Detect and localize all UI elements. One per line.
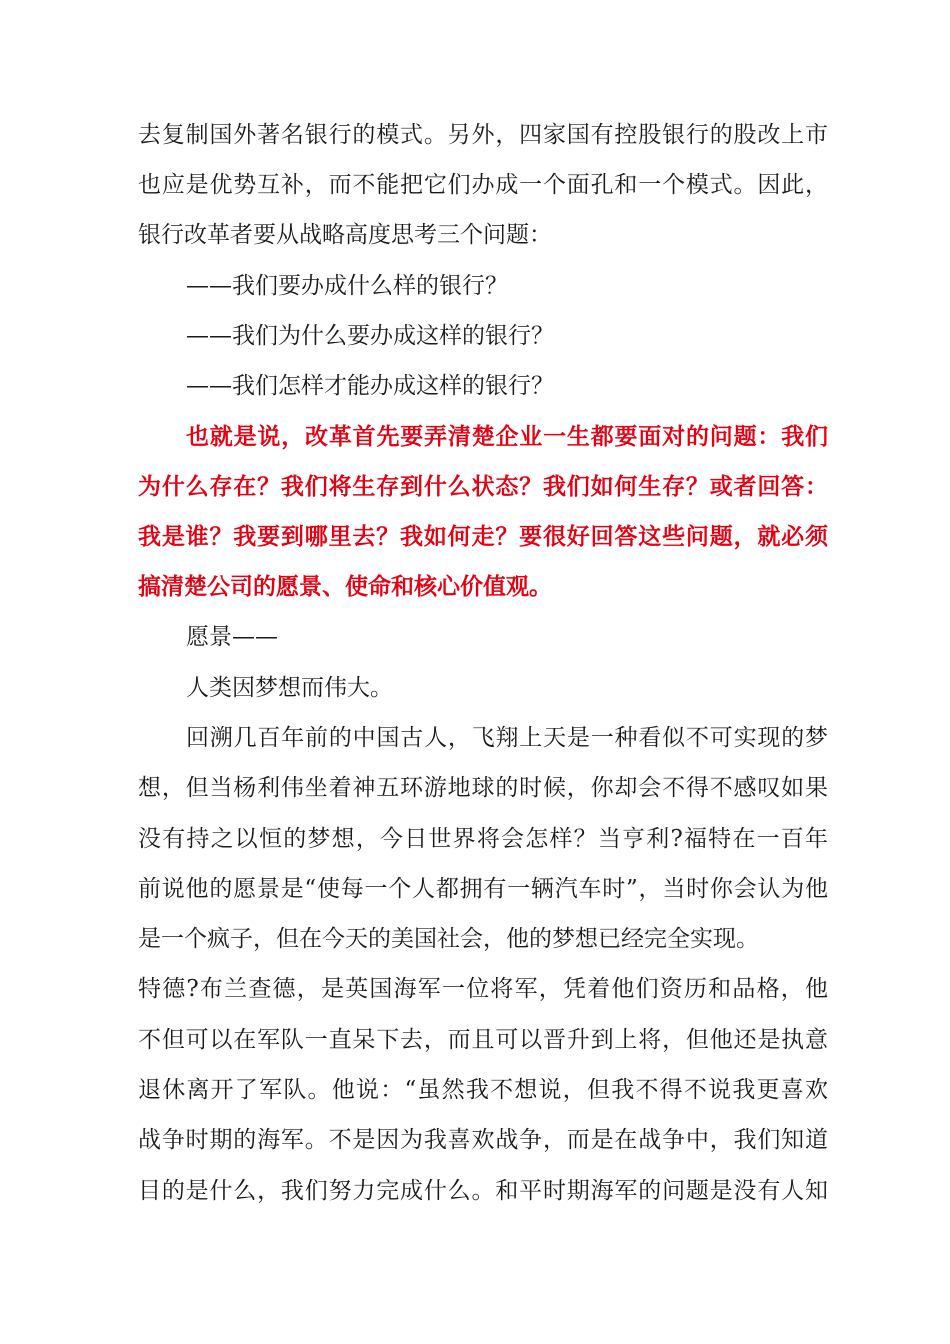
paragraph-line: 也应是优势互补，而不能把它们办成一个面孔和一个模式。因此， bbox=[138, 172, 828, 198]
paragraph-line: 特德?布兰查德，是英国海军一位将军，凭着他们资历和品格，他 bbox=[138, 976, 828, 1002]
question-line: ——我们为什么要办成这样的银行？ bbox=[186, 323, 554, 349]
paragraph-line: 战争时期的海军。不是因为我喜欢战争，而是在战争中，我们知道 bbox=[138, 1127, 828, 1153]
highlighted-line: 我是谁？我要到哪里去？我如何走？要很好回答这些问题，就必须 bbox=[138, 523, 828, 550]
paragraph-line: 回溯几百年前的中国古人，飞翔上天是一种看似不可实现的梦 bbox=[186, 725, 828, 751]
paragraph-line: 退休离开了军队。他说：“虽然我不想说，但我不得不说我更喜欢 bbox=[138, 1077, 828, 1103]
paragraph-line: 目的是什么，我们努力完成什么。和平时期海军的问题是没有人知 bbox=[138, 1178, 828, 1204]
paragraph-line: 没有持之以恒的梦想，今日世界将会怎样？当亨利?福特在一百年 bbox=[138, 826, 828, 852]
paragraph-line: 前说他的愿景是“使每一个人都拥有一辆汽车时”，当时你会认为他 bbox=[138, 876, 828, 902]
paragraph-line: 是一个疯子，但在今天的美国社会，他的梦想已经完全实现。 bbox=[138, 926, 759, 952]
paragraph-line: 银行改革者要从战略高度思考三个问题： bbox=[138, 222, 552, 248]
highlighted-line: 为什么存在？我们将生存到什么状态？我们如何生存？或者回答： bbox=[138, 473, 828, 500]
paragraph-line: 想，但当杨利伟坐着神五环游地球的时候，你却会不得不感叹如果 bbox=[138, 775, 828, 801]
question-line: ——我们要办成什么样的银行？ bbox=[186, 273, 508, 299]
highlighted-line: 也就是说，改革首先要弄清楚企业一生都要面对的问题：我们 bbox=[186, 423, 828, 450]
paragraph-line: 不但可以在军队一直呆下去，而且可以晋升到上将，但他还是执意 bbox=[138, 1027, 828, 1053]
paragraph-line: 去复制国外著名银行的模式。另外，四家国有控股银行的股改上市 bbox=[138, 122, 828, 148]
question-line: ——我们怎样才能办成这样的银行？ bbox=[186, 373, 554, 399]
highlighted-line: 搞清楚公司的愿景、使命和核心价值观。 bbox=[138, 573, 552, 600]
paragraph-line: 人类因梦想而伟大。 bbox=[186, 675, 393, 701]
section-heading: 愿景—— bbox=[186, 624, 278, 650]
